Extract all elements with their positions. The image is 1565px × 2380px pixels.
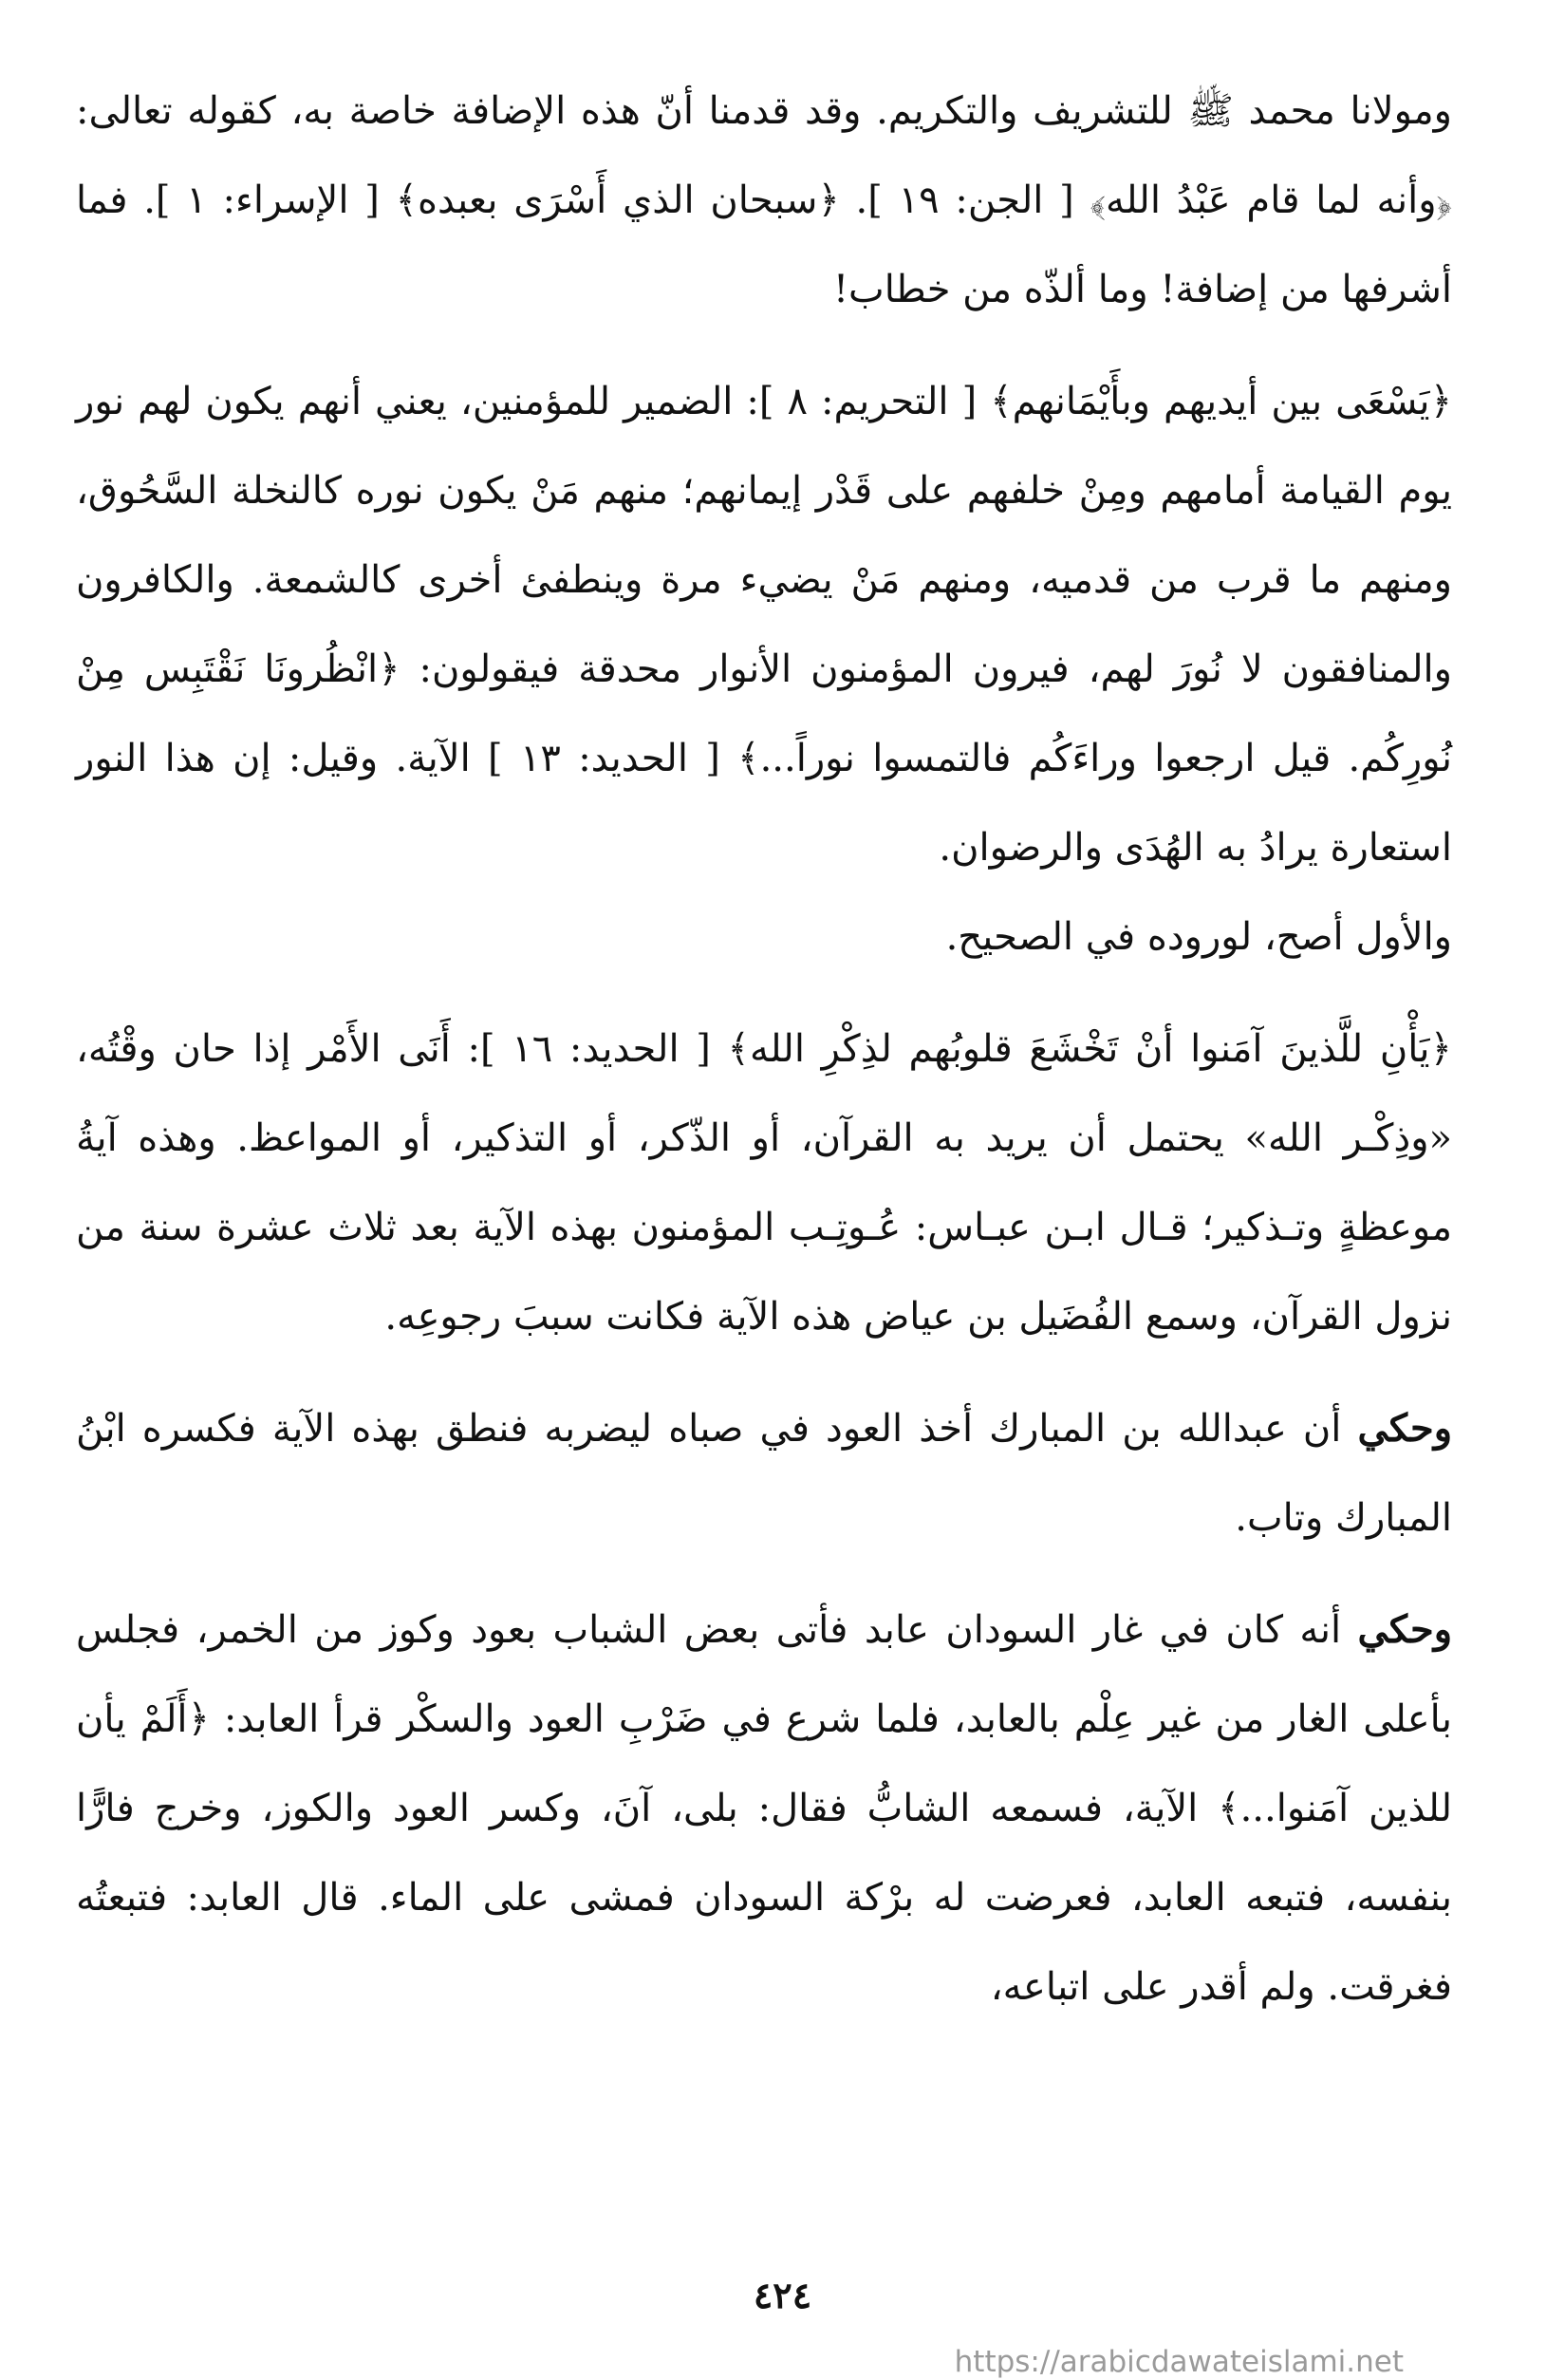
page-number: ٤٢٤ — [753, 2274, 812, 2316]
page-body — [76, 66, 1452, 2307]
paragraph-2 — [76, 357, 1452, 892]
paragraph-5-lead: وحكي — [1357, 1406, 1453, 1451]
paragraph-1-text: ومولانا محمد ﷺ للتشريف والتكريم. وقد قدمنا أنّ هذه الإضافة خاصة به، كقوله تعالى: ﴿وأنه لما قام عَبْدُ الله﴾ [ الجن: ١٩ ]. ﴿سبحان الذي أَسْرَى بعبده﴾ [ الإسراء: ١ ]. فما أشرفها من إضافة! وما ألذّه من خطاب! — [76, 89, 1452, 311]
paragraph-6 — [76, 1585, 1452, 2032]
paragraph-4-text: ﴿يَأْنِ للَّذينَ آمَنوا أنْ تَخْشَعَ قلوبُهم لذِكْرِ الله﴾ [ الحديد: ١٦ ]: أَنَى الأَمْر إذا حان وقْتُه، «وذِكْـر الله» يحتمل أن يريد به القرآن، أو الذّكر، أو التذكير، أو المواعظ. وهذه آيةُ موعظةٍ وتـذكير؛ قـال ابـن عبـاس: عُـوتِـب المؤمنون بهذه الآية بعد ثلاث عشرة سنة من نزول القرآن، وسمع الفُضَيل بن عياض هذه الآية فكانت سببَ رجوعِه. — [76, 1027, 1452, 1339]
paragraph-2-text: ﴿يَسْعَى بين أيديهم وبأَيْمَانهم﴾ [ التحريم: ٨ ]: الضمير للمؤمنين، يعني أنهم يكون لهم نور يوم القيامة أمامهم ومِنْ خلفهم على قَدْر إيمانهم؛ منهم مَنْ يكون نوره كالنخلة السَّحُوق، ومنهم ما قرب من قدميه، ومنهم مَنْ يضيء مرة وينطفئ أخرى كالشمعة. والكافرون والمنافقون لا نُورَ لهم، فيرون المؤمنون الأنوار محدقة فيقولون: ﴿انْظُرونَا نَقْتَبِس مِنْ نُورِكُم. قيل ارجعوا وراءَكُم فالتمسوا نوراً...﴾ [ الحديد: ١٣ ] الآية. وقيل: إن هذا النور استعارة يرادُ به الهُدَى والرضوان. — [76, 380, 1453, 870]
paragraph-1 — [76, 66, 1452, 334]
paragraph-3 — [76, 892, 1452, 982]
site-watermark: https://arabicdawateislami.net — [954, 2345, 1404, 2379]
paragraph-4 — [76, 1004, 1452, 1361]
paragraph-5 — [76, 1384, 1452, 1563]
paragraph-6-lead: وحكي — [1357, 1607, 1453, 1652]
paragraph-5-text: أن عبدالله بن المبارك أخذ العود في صباه ليضربه فنطق بهذه الآية فكسره ابْنُ المبارك وتاب. — [76, 1407, 1452, 1540]
paragraph-3-text: والأول أصح، لوروده في الصحيح. — [945, 915, 1452, 959]
paragraph-6-text: أنه كان في غار السودان عابد فأتى بعض الشباب بعود وكوز من الخمر، فجلس بأعلى الغار من غير عِلْم بالعابد، فلما شرع في ضَرْبِ العود والسكْر قرأ العابد: ﴿أَلَمْ يأن للذين آمَنوا...﴾ الآية، فسمعه الشابُّ فقال: بلى، آنَ، وكسر العود والكوز، وخرج فارًّا بنفسه، فتبعه العابد، فعرضت له برْكة السودان فمشى على الماء. قال العابد: فتبعتُه فغرقت. ولم أقدر على اتباعه، — [76, 1608, 1452, 2009]
